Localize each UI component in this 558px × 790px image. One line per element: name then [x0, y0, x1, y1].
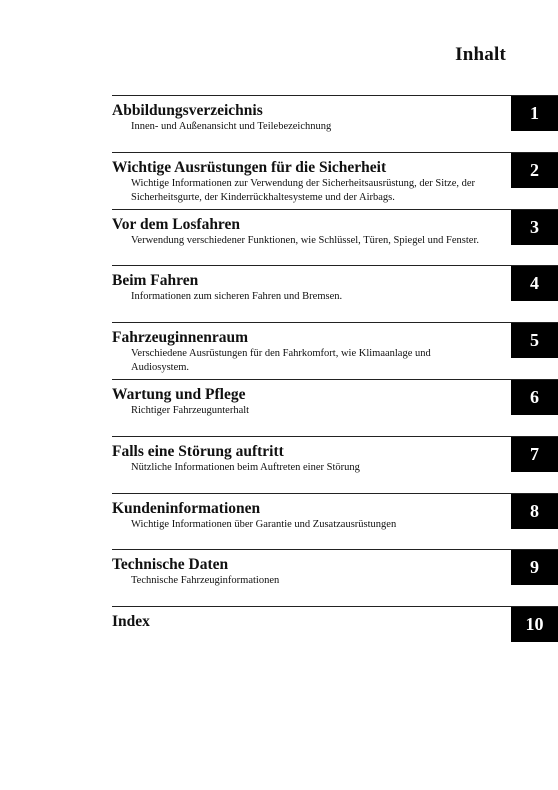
toc-section-3[interactable]	[112, 209, 558, 266]
section-title[interactable]: Wichtige Ausrüstungen für die Sicherheit	[112, 158, 387, 176]
section-number-tab[interactable]: 3	[511, 210, 558, 245]
section-title[interactable]: Technische Daten	[112, 556, 229, 574]
section-title[interactable]: Beim Fahren	[112, 272, 199, 290]
toc-section-2[interactable]	[112, 152, 558, 209]
section-number-tab[interactable]: 6	[511, 380, 558, 415]
toc-section-1[interactable]	[112, 95, 558, 152]
section-description: Wichtige Informationen über Garantie und Zusatzausrüstungen	[131, 518, 397, 530]
section-title[interactable]: Vor dem Losfahren	[112, 215, 241, 233]
section-number-tab[interactable]: 2	[511, 153, 558, 188]
toc-section-text	[112, 158, 484, 205]
section-number-tab[interactable]: 10	[511, 607, 558, 642]
toc-section-5[interactable]	[112, 322, 558, 379]
toc-section-9[interactable]	[112, 549, 558, 606]
toc-section-text	[112, 499, 484, 532]
section-title[interactable]: Wartung und Pflege	[112, 385, 246, 403]
toc-section-text	[112, 328, 484, 375]
section-number-tab[interactable]: 5	[511, 323, 558, 358]
section-description: Informationen zum sicheren Fahren und Bremsen.	[131, 291, 343, 303]
toc-section-text	[112, 442, 484, 475]
toc-section-7[interactable]	[112, 436, 558, 493]
toc-section-text	[112, 555, 484, 588]
section-title[interactable]: Fahrzeuginnenraum	[112, 329, 249, 347]
section-number-tab[interactable]: 1	[511, 96, 558, 131]
section-title[interactable]: Kundeninformationen	[112, 499, 261, 517]
section-description: Nützliche Informationen beim Auftreten einer Störung	[131, 461, 360, 473]
toc-section-text	[112, 215, 484, 248]
section-number-tab[interactable]: 4	[511, 266, 558, 301]
table-of-contents	[112, 95, 558, 646]
section-description: Richtiger Fahrzeugunterhalt	[131, 404, 250, 416]
toc-section-text	[112, 101, 484, 134]
section-description: Innen- und Außenansicht und Teilebezeichnung	[131, 121, 332, 132]
toc-section-text	[112, 385, 484, 418]
section-title[interactable]: Index	[112, 613, 150, 631]
section-description: Verschiedene Ausrüstungen für den Fahrkomfort, wie Klimaanlage und Audiosystem.	[131, 348, 431, 374]
section-description: Wichtige Informationen zur Verwendung der Sicherheitsausrüstung, der Sitze, der Sicherheitsgurte, der Kinderrückhaltesysteme und der Airbags.	[131, 177, 476, 203]
toc-section-text	[112, 271, 484, 304]
toc-section-text	[112, 612, 484, 631]
section-number-tab[interactable]: 9	[511, 550, 558, 585]
section-number-tab[interactable]: 7	[511, 437, 558, 472]
toc-section-10[interactable]	[112, 606, 558, 646]
toc-section-4[interactable]	[112, 265, 558, 322]
toc-section-6[interactable]	[112, 379, 558, 436]
section-title[interactable]: Abbildungsverzeichnis	[112, 102, 263, 119]
page-title: Inhalt	[455, 44, 506, 65]
toc-section-8[interactable]	[112, 493, 558, 550]
section-description: Technische Fahrzeuginformationen	[131, 575, 280, 587]
section-number-tab[interactable]: 8	[511, 494, 558, 529]
section-title[interactable]: Falls eine Störung auftritt	[112, 442, 284, 460]
section-description: Verwendung verschiedener Funktionen, wie Schlüssel, Türen, Spiegel und Fenster.	[131, 234, 479, 246]
